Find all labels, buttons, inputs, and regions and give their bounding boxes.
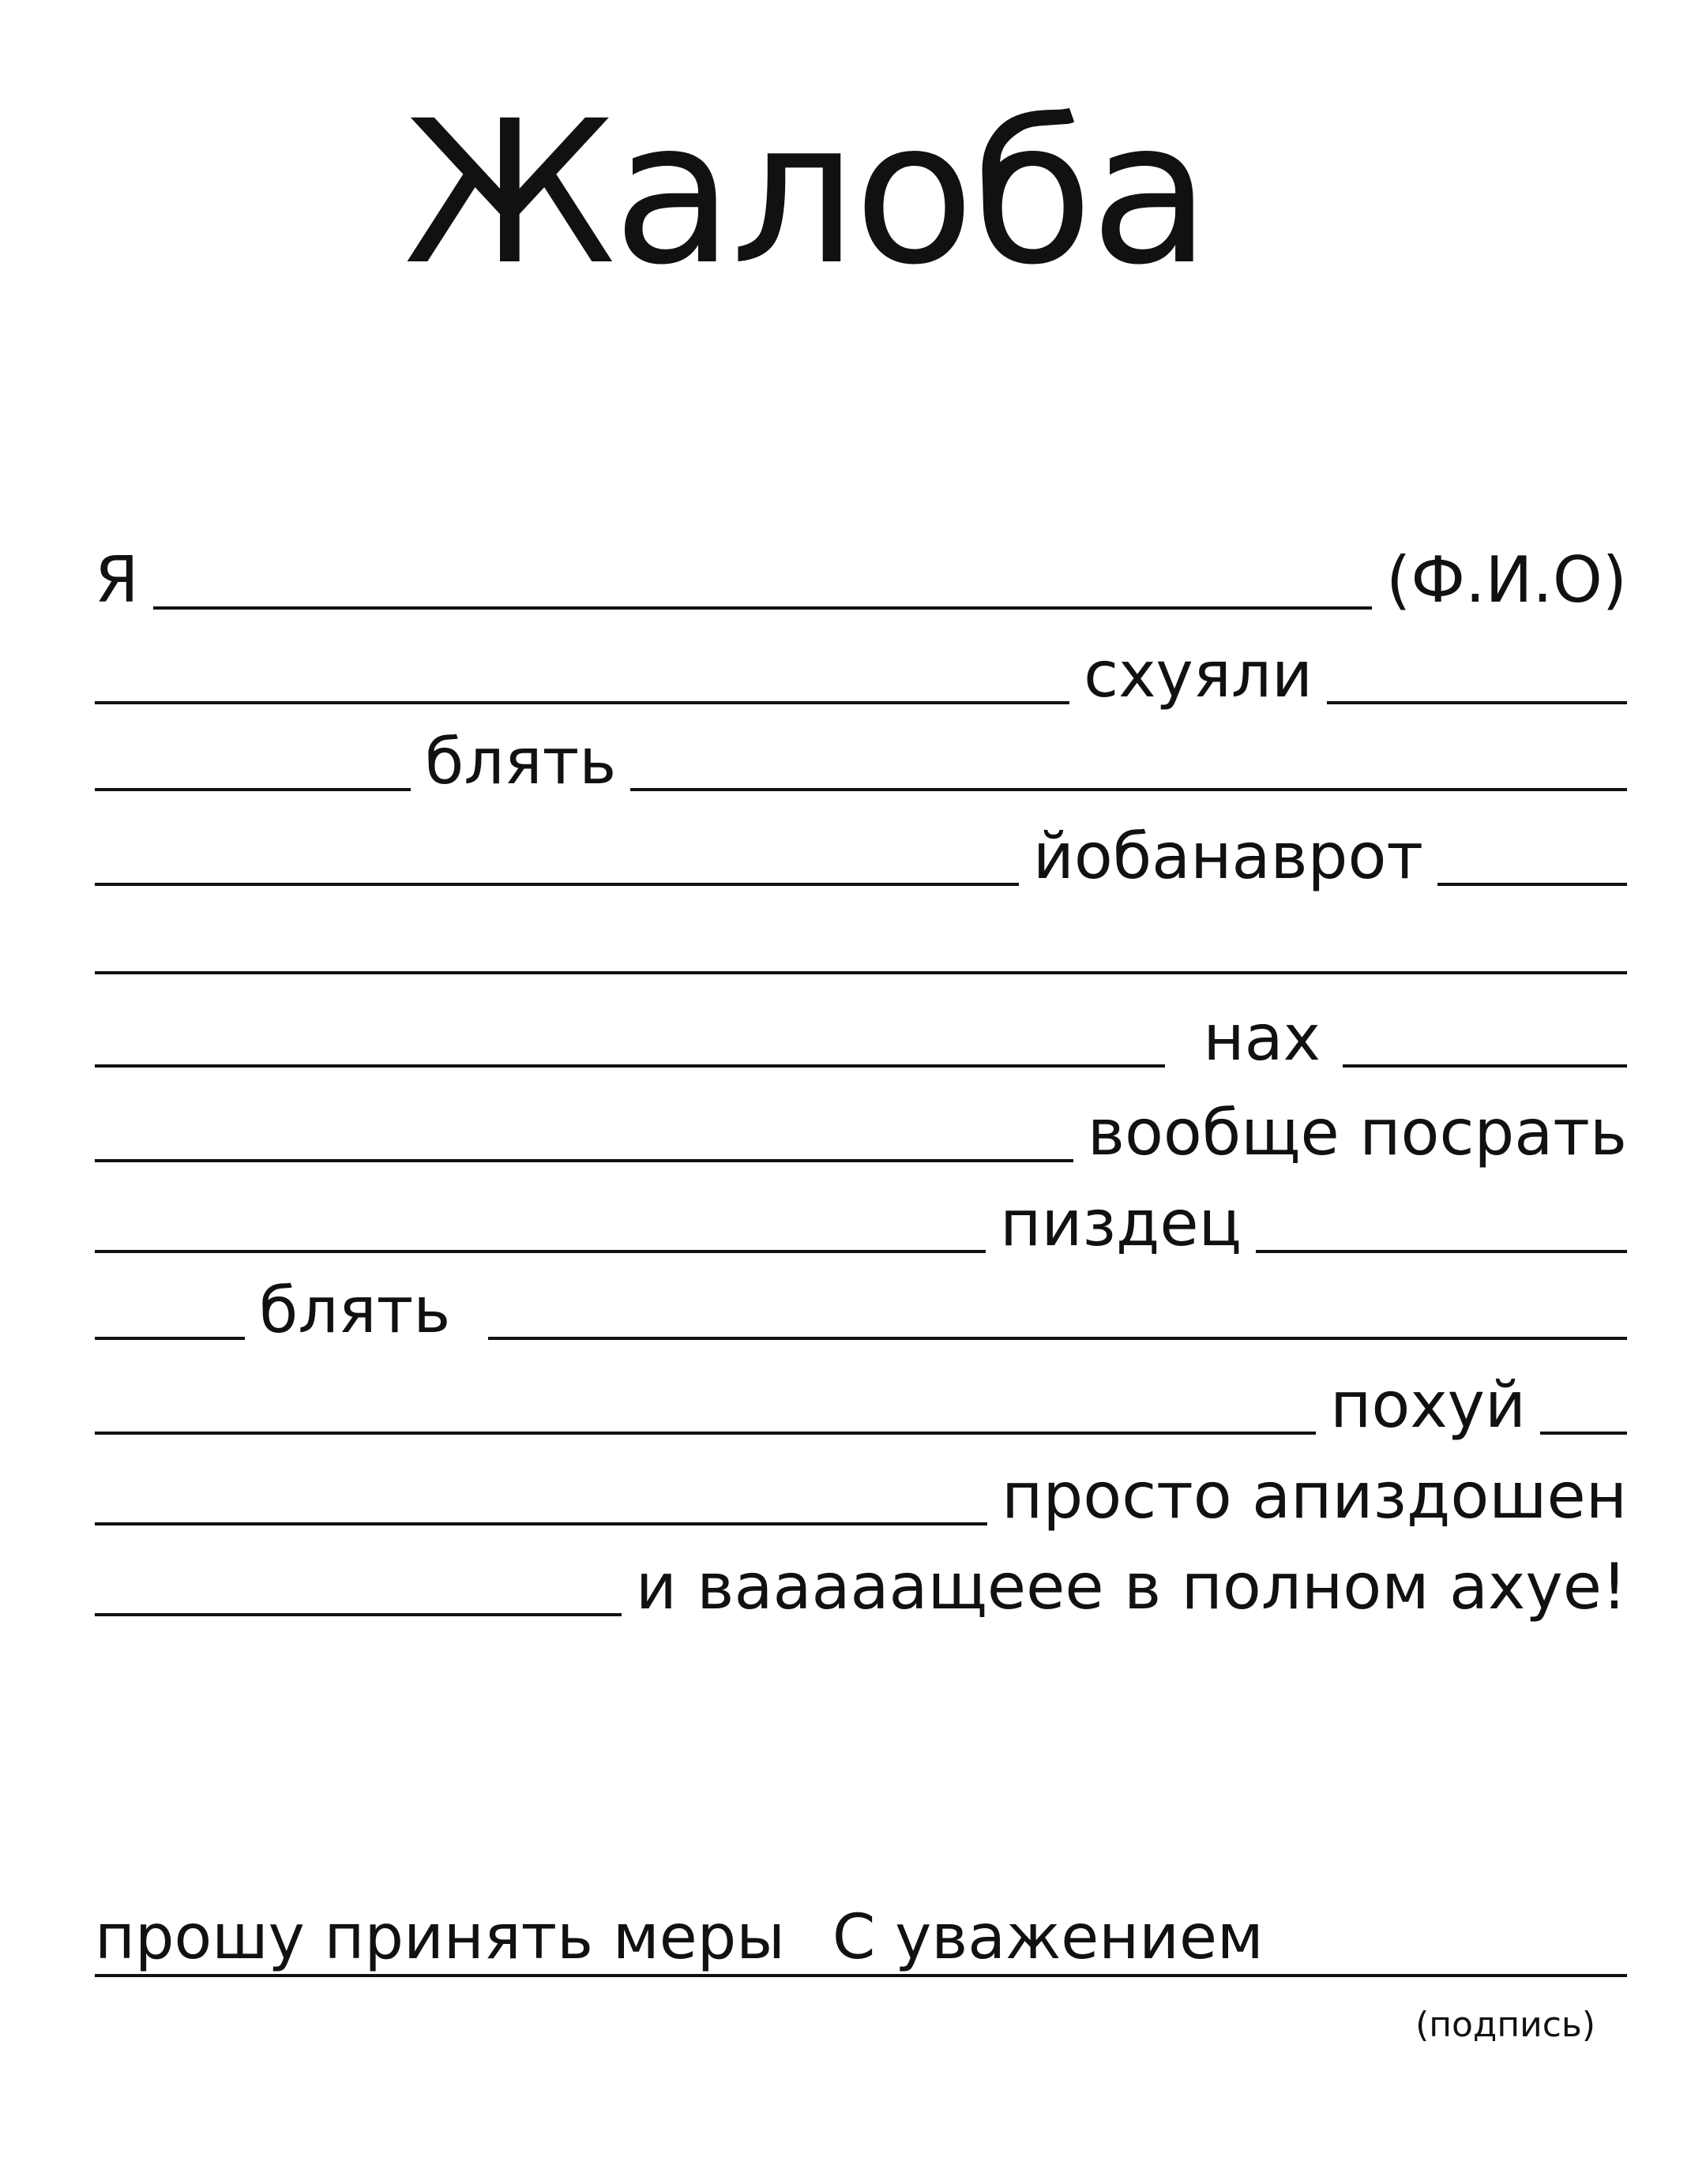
blank-field[interactable] — [95, 1250, 986, 1253]
complaint-line — [95, 1098, 1627, 1169]
complaint-line — [95, 1461, 1627, 1532]
line-word: пиздец — [1000, 1187, 1242, 1260]
signature-label: (подпись) — [1415, 2005, 1595, 2045]
fio-line — [95, 545, 1627, 616]
complaint-line — [95, 726, 1627, 797]
line-word: блять — [425, 725, 617, 798]
line-word: блять — [259, 1274, 451, 1347]
complaint-line — [95, 1275, 1627, 1346]
blank-field[interactable] — [630, 788, 1627, 791]
blank-field[interactable] — [95, 971, 1627, 974]
blank-field[interactable] — [95, 1613, 622, 1616]
blank-field[interactable] — [95, 788, 411, 791]
fio-field[interactable] — [153, 606, 1372, 610]
line-suffix: (Ф.И.О) — [1386, 543, 1627, 617]
complaint-line — [95, 1188, 1627, 1259]
line-word: йобанаврот — [1032, 820, 1423, 893]
complaint-line — [95, 900, 1627, 981]
complaint-line — [95, 640, 1627, 711]
blank-field[interactable] — [95, 1432, 1316, 1435]
complaint-line — [95, 1370, 1627, 1441]
blank-field[interactable] — [1343, 1064, 1627, 1068]
blank-field[interactable] — [95, 1522, 987, 1525]
line-word: похуй — [1330, 1368, 1526, 1442]
line-word: и вааааащеее в полном ахуе! — [635, 1550, 1627, 1623]
blank-field[interactable] — [95, 883, 1019, 886]
blank-field[interactable] — [1540, 1432, 1627, 1435]
blank-field[interactable] — [1256, 1250, 1627, 1253]
complaint-line — [95, 821, 1627, 892]
blank-field[interactable] — [1327, 701, 1627, 704]
closing-regards: С уважением — [832, 1902, 1264, 1973]
line-prefix: Я — [95, 543, 139, 617]
blank-field[interactable] — [95, 1064, 1165, 1068]
closing-line — [95, 1903, 1627, 1977]
blank-field[interactable] — [95, 1159, 1073, 1162]
line-word: нах — [1203, 1001, 1321, 1075]
blank-field[interactable] — [95, 1337, 245, 1340]
blank-field[interactable] — [95, 701, 1069, 704]
closing-request: прошу принять меры — [95, 1902, 785, 1973]
document-title: Жалоба — [403, 78, 1208, 308]
complaint-line — [95, 1552, 1627, 1623]
blank-field[interactable] — [1437, 883, 1627, 886]
line-word: просто апиздошен — [1001, 1459, 1627, 1533]
blank-field[interactable] — [488, 1337, 1627, 1340]
line-word: вообще посрать — [1087, 1096, 1627, 1169]
line-word: схуяли — [1084, 638, 1313, 711]
complaint-line — [95, 1003, 1627, 1074]
